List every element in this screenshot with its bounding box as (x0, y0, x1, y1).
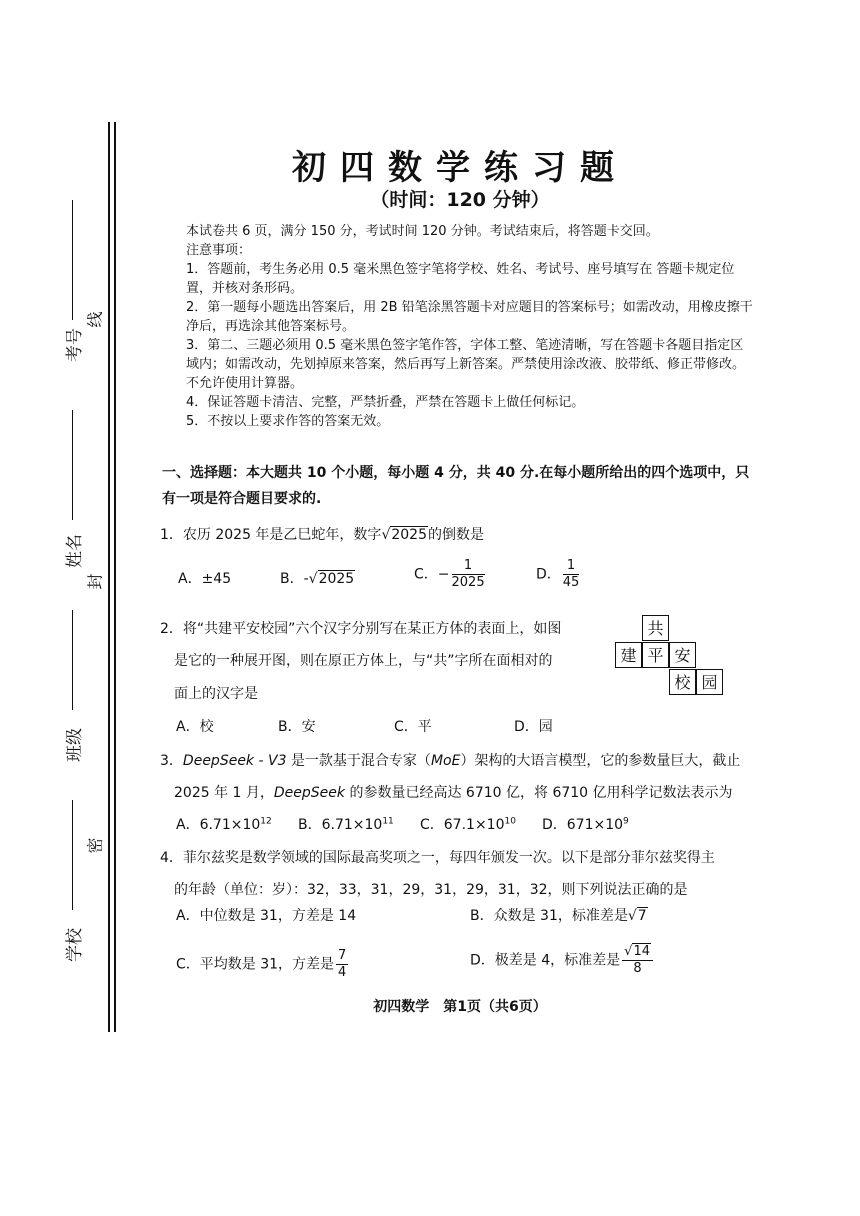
cube-net-face: 平 (642, 642, 669, 668)
sqrt-symbol: √ (308, 571, 318, 587)
page-footer: 初四数学 第1页（共6页） (373, 999, 547, 1015)
exam-no-underline (72, 200, 73, 320)
q4-option-c-prefix: C．平均数是 31，方差是 (176, 956, 335, 973)
question-1 (160, 524, 484, 544)
q1-option-b (280, 568, 355, 588)
cube-net-face: 校 (669, 669, 696, 695)
q3-d-base: D．671×10 (542, 817, 624, 833)
q1-option-c-prefix: C．− (414, 566, 450, 583)
margin-line-outer (108, 122, 110, 1032)
q3-c-base: C．67.1×10 (420, 817, 505, 833)
q3-option-b (298, 814, 394, 834)
q3-option-d (542, 814, 629, 834)
q3-text: 2025 年 1 月， (174, 785, 274, 801)
q4-line-1: 4．菲尔兹奖是数学领域的国际最高奖项之一，每四年颁发一次。以下是部分菲尔兹奖得主 (160, 850, 715, 866)
q4-option-c (176, 948, 350, 981)
q4-d-radicand: 14 (633, 944, 650, 959)
q2-option-a: A．校 (176, 719, 214, 735)
q4-option-d-prefix: D．极差是 4，标准差是 (470, 952, 621, 969)
exam-no-label: 考号 (65, 328, 85, 362)
instruction-line: 2．第一题每小题选出答案后，用 2B 铅笔涂黑答题卡对应题目的答案标号；如需改动，用橡皮擦干净后，再选涂其他答案标号。 (186, 300, 753, 334)
q2-line-2: 是它的一种展开图，则在原正方体上，与“共”字所在面相对的 (174, 653, 553, 669)
q3-deepseek: DeepSeek (182, 753, 255, 769)
q4-option-d (470, 944, 655, 977)
q3-b-exponent: 11 (382, 816, 394, 827)
sqrt-symbol: √ (381, 527, 391, 543)
fraction (563, 558, 580, 591)
instruction-line: 4．保证答题卡清洁、完整，严禁折叠，严禁在答题卡上做任何标记。 (186, 395, 585, 410)
q3-b-base: B．6.71×10 (298, 817, 383, 833)
q4-option-b (470, 905, 648, 925)
q3-line-2 (174, 782, 733, 802)
bind-seal-text: 封 (85, 573, 105, 590)
q3-option-a (176, 814, 272, 834)
q2-line-1: 2．将“共建平安校园”六个汉字分别写在某正方体的表面上，如图 (160, 621, 562, 637)
q3-d-exponent: 9 (623, 816, 629, 827)
fraction (622, 944, 653, 977)
bind-line-text: 线 (85, 311, 105, 328)
q1-option-b-prefix: B．- (280, 571, 309, 587)
cube-net-face: 共 (642, 615, 669, 641)
q1-c-denominator: 2025 (451, 575, 485, 590)
instruction-line: 注意事项： (186, 243, 252, 258)
page-title: 初四数学练习题 (292, 148, 628, 188)
q1-d-denominator: 45 (562, 575, 580, 590)
cube-net-face: 安 (669, 642, 696, 668)
q1-option-c (414, 558, 487, 591)
name-label: 姓名 (65, 534, 85, 568)
q1-c-numerator: 1 (452, 558, 485, 575)
q3-text: 是一款基于混合专家（ (286, 753, 431, 769)
q4-c-denominator: 4 (338, 965, 347, 980)
bind-secret-text: 密 (85, 837, 105, 854)
q1-option-d-prefix: D． (536, 566, 561, 583)
q2-option-c: C．平 (394, 719, 432, 735)
instruction-line: 1．答题前，考生务必用 0.5 毫米黑色签字笔将学校、姓名、考试号、座号填写在 答题卡规定位置，并核对条形码。 (186, 262, 735, 296)
q4-d-numerator: √14 (622, 944, 653, 961)
q3-deepseek: DeepSeek (273, 785, 346, 801)
q3-moe: MoE (430, 753, 461, 769)
q3-model: - V3 (254, 753, 287, 769)
q1-option-b-radicand: 2025 (318, 571, 355, 587)
cube-net-face: 园 (696, 669, 723, 695)
q4-option-a: A．中位数是 31，方差是 14 (176, 908, 357, 924)
q1-option-d (536, 558, 581, 591)
q1-d-numerator: 1 (563, 558, 580, 575)
name-underline (72, 410, 73, 520)
q4-c-numerator: 7 (338, 948, 347, 963)
school-underline (72, 800, 73, 910)
q1-stem-end: 的倒数是 (428, 527, 484, 543)
q3-a-base: A．6.71×10 (176, 817, 261, 833)
cube-net-face: 建 (615, 642, 642, 668)
class-underline (72, 610, 73, 710)
class-label: 班级 (65, 728, 85, 762)
sqrt-symbol: √ (627, 908, 637, 924)
instruction-line: 本试卷共 6 页，满分 150 分，考试时间 120 分钟。考试结束后，将答题卡交回。 (186, 224, 659, 239)
fraction (452, 558, 485, 591)
instruction-line: 3．第二、三题必须用 0.5 毫米黑色签字笔作答，字体工整、笔迹清晰，写在答题卡各题目指定区域内；如需改动，先划掉原来答案，然后再写上新答案。严禁使用涂改液、胶带纸、修正带修改。不允许使用计算器。 (186, 338, 746, 391)
q2-option-d: D．园 (514, 719, 553, 735)
q1-stem: 1．农历 2025 年是乙巳蛇年，数字 (160, 527, 382, 543)
q4-line-2: 的年龄（单位：岁）：32，33，31，29，31，29，31，32，则下列说法正确的是 (174, 882, 688, 898)
section-heading: 一、选择题：本大题共 10 个小题，每小题 4 分，共 40 分.在每小题所给出的四个选项中，只有一项是符合题目要求的. (162, 465, 750, 507)
q3-a-exponent: 12 (260, 816, 272, 827)
q1-radicand: 2025 (391, 527, 427, 543)
margin-line-inner (114, 122, 116, 1032)
page-subtitle: （时间：120 分钟） (370, 189, 550, 211)
q1-option-a: A．±45 (178, 571, 232, 587)
q3-text: ）架构的大语言模型，它的参数量巨大，截止 (460, 753, 741, 769)
q4-option-b-radicand: 7 (637, 908, 647, 924)
fraction (336, 948, 348, 981)
q3-line-1: 3．DeepSeek - V3 是一款基于混合专家（MoE）架构的大语言模型，它的参数量巨大，截止 (160, 753, 741, 769)
q3-c-exponent: 10 (504, 816, 516, 827)
q4-d-denominator: 8 (633, 961, 642, 976)
q2-option-b: B．安 (278, 719, 316, 735)
school-label: 学校 (65, 928, 85, 962)
q3-option-c (420, 814, 516, 834)
q4-option-b-prefix: B．众数是 31，标准差是 (470, 908, 628, 924)
q2-line-3: 面上的汉字是 (174, 686, 258, 702)
q3-text: 的参数量已经高达 6710 亿，将 6710 亿用科学记数法表示为 (345, 785, 733, 801)
instruction-line: 5．不按以上要求作答的答案无效。 (186, 414, 390, 429)
instructions (186, 222, 756, 431)
